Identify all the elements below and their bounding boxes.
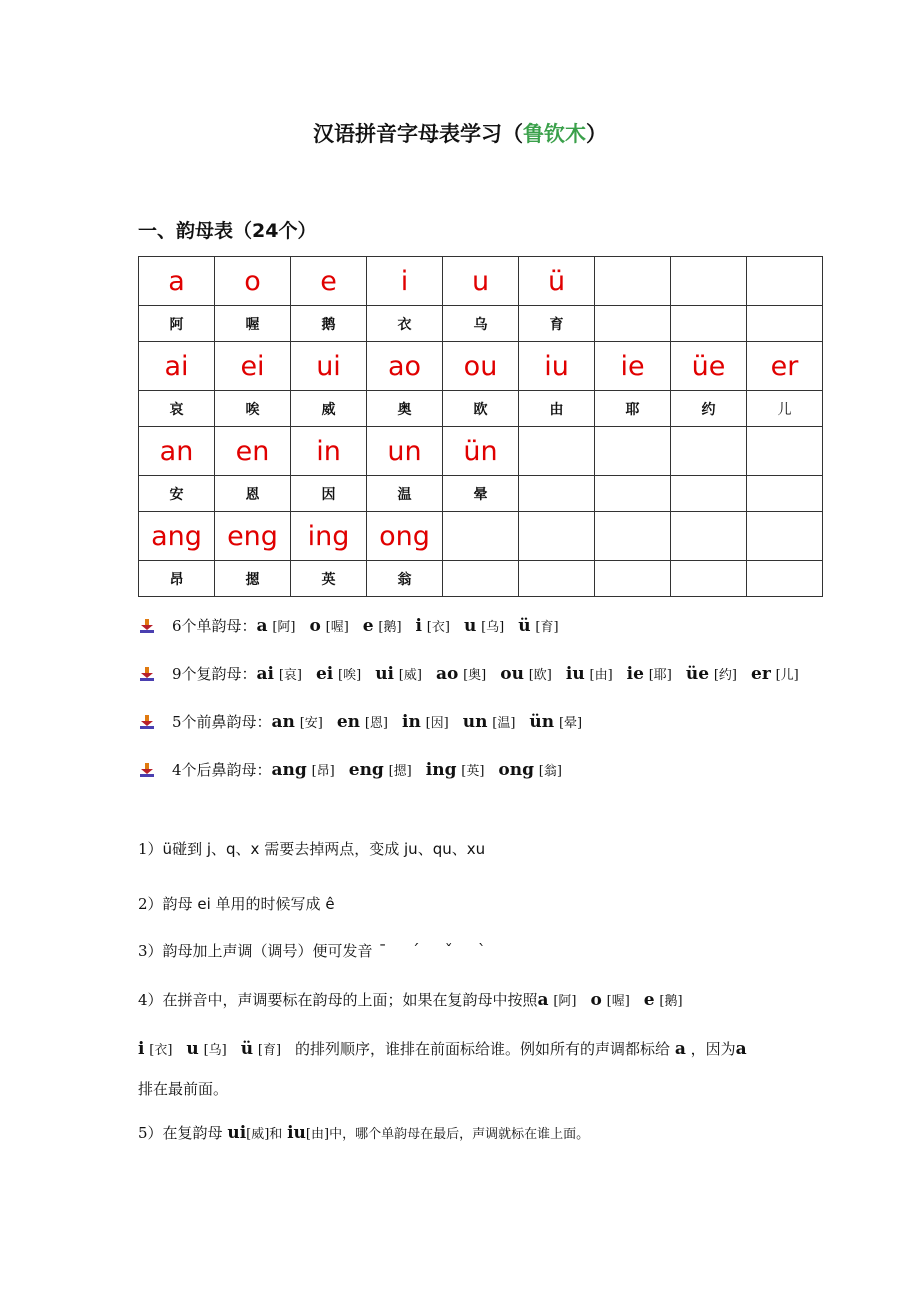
hanzi-text: [乌] <box>203 1043 227 1058</box>
title-main: 汉语拼音字母表学习（ <box>313 122 523 146</box>
pinyin-text: o <box>590 990 602 1010</box>
final-pair <box>463 708 516 738</box>
pinyin-text: ing <box>425 760 457 780</box>
pinyin-text: ei <box>315 664 334 684</box>
pinyin-text: a <box>537 990 549 1010</box>
note-1: 1）ü碰到 j、q、x 需要去掉两点，变成 ju、qu、xu <box>138 840 486 858</box>
hanzi-text: [奥] <box>463 668 487 683</box>
final-pair <box>464 612 504 642</box>
pinyin-text: a <box>256 616 268 636</box>
hanzi-text: [英] <box>461 764 485 779</box>
pinyin-text: en <box>336 712 361 732</box>
hanzi-text: [昂] <box>311 764 335 779</box>
final-letter-cell: o <box>215 257 291 306</box>
bullet-item <box>138 708 858 756</box>
final-char-cell: 欧 <box>443 391 519 427</box>
final-pair <box>591 991 630 1009</box>
final-char-cell <box>443 561 519 597</box>
final-char-cell: 英 <box>291 561 367 597</box>
final-char-cell: 阿 <box>139 306 215 342</box>
final-letter-cell: eng <box>215 512 291 561</box>
final-letter-cell: ou <box>443 342 519 391</box>
final-pair <box>686 660 737 690</box>
final-pair <box>316 660 361 690</box>
hanzi-text: [育] <box>535 620 559 635</box>
note-5: 5）在复韵母 ui[威]和 iu[由]中，哪个单韵母在最后，声调就标在谁上面。 <box>138 1123 590 1143</box>
final-char-cell: 温 <box>367 476 443 512</box>
final-pair <box>337 708 388 738</box>
final-letter-cell <box>747 427 823 476</box>
hanzi-text: [阿] <box>553 994 577 1009</box>
final-char-cell: 耶 <box>595 391 671 427</box>
final-char-cell <box>671 476 747 512</box>
pinyin-text: eng <box>348 760 384 780</box>
final-char-cell: 奥 <box>367 391 443 427</box>
pinyin-text: er <box>751 664 771 684</box>
hanzi-text: [温] <box>492 716 516 731</box>
note-4-line-1: 4）在拼音中，声调要标在韵母的上面；如果在复韵母中按照a [阿] o [喔] e [鹅] <box>138 990 683 1010</box>
pinyin-text: ou <box>500 664 524 684</box>
pinyin-text: ü <box>518 616 531 636</box>
final-char-cell: 乌 <box>443 306 519 342</box>
final-char-cell <box>747 476 823 512</box>
final-pair <box>518 612 558 642</box>
note-4-line-2: i [衣] u [乌] ü [育] 的排列顺序，谁排在前面标给谁。例如所有的声调都标给 a ，因为a <box>138 1039 747 1059</box>
table-row-chars <box>139 306 823 342</box>
document-title <box>0 118 920 148</box>
hanzi-text: [欧] <box>528 668 552 683</box>
final-letter-cell: er <box>747 342 823 391</box>
final-letter-cell <box>747 512 823 561</box>
final-char-cell: 鹅 <box>291 306 367 342</box>
final-letter-cell <box>595 512 671 561</box>
final-letter-cell: ie <box>595 342 671 391</box>
table-row-chars <box>139 561 823 597</box>
final-char-cell <box>519 476 595 512</box>
table-row-chars <box>139 391 823 427</box>
final-letter-cell <box>443 512 519 561</box>
final-char-cell: 衣 <box>367 306 443 342</box>
bullet-item <box>138 756 858 804</box>
pinyin-text: i <box>415 616 423 636</box>
final-char-cell <box>671 306 747 342</box>
final-char-cell: 安 <box>139 476 215 512</box>
table-row-letters <box>139 427 823 476</box>
note-2: 2）韵母 ei 单用的时候写成 ê <box>138 895 335 913</box>
bullet-list <box>138 612 858 804</box>
bullet-label: 9个复韵母： <box>172 665 257 683</box>
final-letter-cell: iu <box>519 342 595 391</box>
hanzi-text: [衣] <box>149 1043 173 1058</box>
pinyin-text: e <box>643 990 655 1010</box>
bullet-label: 6个单韵母： <box>172 617 257 635</box>
table-row-letters <box>139 342 823 391</box>
final-char-cell: 摁 <box>215 561 291 597</box>
final-char-cell <box>671 561 747 597</box>
pinyin-text: iu <box>565 664 585 684</box>
hanzi-text: [乌] <box>481 620 505 635</box>
final-char-cell: 约 <box>671 391 747 427</box>
pinyin-text: un <box>462 712 488 732</box>
final-pair <box>426 756 485 786</box>
bullet-arrow-icon <box>140 763 154 777</box>
final-letter-cell <box>595 427 671 476</box>
pinyin-text: üe <box>685 664 710 684</box>
pinyin-text: i <box>138 1039 145 1059</box>
final-char-cell: 因 <box>291 476 367 512</box>
hanzi-text: [衣] <box>426 620 450 635</box>
final-char-cell: 威 <box>291 391 367 427</box>
final-letter-cell: üe <box>671 342 747 391</box>
hanzi-text: [翁] <box>538 764 562 779</box>
final-pair <box>375 660 422 690</box>
hanzi-text: [鹅] <box>659 994 683 1009</box>
pinyin-text: an <box>271 712 295 732</box>
finals-table <box>138 256 823 597</box>
table-row-letters <box>139 257 823 306</box>
hanzi-text: [由] <box>589 668 613 683</box>
final-char-cell <box>747 306 823 342</box>
section-heading: 一、韵母表（24个） <box>138 220 317 242</box>
final-letter-cell: ing <box>291 512 367 561</box>
pinyin-text: in <box>401 712 421 732</box>
final-pair <box>644 991 683 1009</box>
final-pair <box>138 1040 172 1058</box>
final-letter-cell <box>671 512 747 561</box>
final-char-cell: 晕 <box>443 476 519 512</box>
table-row-chars <box>139 476 823 512</box>
final-letter-cell: ü <box>519 257 595 306</box>
hanzi-text: [威] <box>398 668 422 683</box>
pinyin-text: ui <box>375 664 395 684</box>
final-letter-cell: ai <box>139 342 215 391</box>
hanzi-text: [儿] <box>775 668 799 683</box>
final-pair <box>751 660 799 690</box>
final-letter-cell: ong <box>367 512 443 561</box>
final-pair <box>186 1040 226 1058</box>
final-char-cell: 恩 <box>215 476 291 512</box>
final-char-cell: 由 <box>519 391 595 427</box>
final-pair <box>257 612 296 642</box>
final-char-cell: 哀 <box>139 391 215 427</box>
final-letter-cell <box>519 512 595 561</box>
final-letter-cell: ei <box>215 342 291 391</box>
final-pair <box>627 660 672 690</box>
final-pair <box>310 612 349 642</box>
pinyin-text: u <box>463 616 477 636</box>
final-letter-cell: ang <box>139 512 215 561</box>
final-letter-cell <box>519 427 595 476</box>
final-pair <box>363 612 402 642</box>
hanzi-text: [晕] <box>558 716 583 731</box>
hanzi-text: [恩] <box>364 716 388 731</box>
title-author: 鲁钦木 <box>523 122 586 146</box>
hanzi-text: [喔] <box>606 994 630 1009</box>
final-char-cell: 唉 <box>215 391 291 427</box>
final-char-cell: 翁 <box>367 561 443 597</box>
final-char-cell <box>747 561 823 597</box>
final-letter-cell: in <box>291 427 367 476</box>
final-pair <box>498 756 562 786</box>
final-pair <box>272 708 323 738</box>
pinyin-text: ao <box>435 664 459 684</box>
final-pair <box>538 991 577 1009</box>
title-close: ） <box>586 122 607 146</box>
hanzi-text: [鹅] <box>378 620 402 635</box>
bullet-label: 5个前鼻韵母： <box>172 713 272 731</box>
pinyin-text: ün <box>529 712 555 732</box>
tone-marks: ˉ ˊ ˇ ˋ <box>378 941 496 960</box>
final-letter-cell <box>671 427 747 476</box>
final-char-cell: 喔 <box>215 306 291 342</box>
final-letter-cell: an <box>139 427 215 476</box>
hanzi-text: [喔] <box>325 620 349 635</box>
bullet-arrow-icon <box>140 715 154 729</box>
pinyin-text: ong <box>498 760 534 780</box>
final-letter-cell <box>747 257 823 306</box>
note-3: 3）韵母加上声调（调号）便可发音 ˉ ˊ ˇ ˋ <box>138 941 496 960</box>
bullet-arrow-icon <box>140 619 154 633</box>
final-pair <box>241 1040 281 1058</box>
final-pair <box>349 756 412 786</box>
final-letter-cell <box>671 257 747 306</box>
table-row-letters <box>139 512 823 561</box>
final-letter-cell: en <box>215 427 291 476</box>
final-pair <box>500 660 552 690</box>
final-letter-cell: ui <box>291 342 367 391</box>
hanzi-text: [约] <box>713 668 737 683</box>
pinyin-text: ai <box>256 664 275 684</box>
bullet-arrow-icon <box>140 667 154 681</box>
final-letter-cell: u <box>443 257 519 306</box>
final-letter-cell: un <box>367 427 443 476</box>
hanzi-text: [育] <box>257 1043 282 1058</box>
pinyin-text: o <box>309 616 321 636</box>
pinyin-text: ü <box>240 1039 254 1059</box>
pinyin-text: e <box>362 616 374 636</box>
final-letter-cell: ün <box>443 427 519 476</box>
final-char-cell <box>595 561 671 597</box>
pinyin-text: ang <box>271 760 307 780</box>
final-char-cell <box>519 561 595 597</box>
final-pair <box>529 708 582 738</box>
pinyin-text: u <box>186 1039 199 1059</box>
final-letter-cell: i <box>367 257 443 306</box>
hanzi-text: [因] <box>425 716 449 731</box>
final-char-cell: 昂 <box>139 561 215 597</box>
final-letter-cell <box>595 257 671 306</box>
final-letter-cell: e <box>291 257 367 306</box>
hanzi-text: [唉] <box>338 668 362 683</box>
hanzi-text: [安] <box>299 716 323 731</box>
final-pair <box>272 756 335 786</box>
hanzi-text: [哀] <box>278 668 302 683</box>
hanzi-text: [阿] <box>272 620 296 635</box>
hanzi-text: [耶] <box>648 668 672 683</box>
hanzi-text: [摁] <box>388 764 412 779</box>
final-char-cell: 儿 <box>747 391 823 427</box>
final-pair <box>402 708 449 738</box>
final-letter-cell: a <box>139 257 215 306</box>
final-pair <box>257 660 302 690</box>
bullet-item <box>138 660 858 708</box>
final-pair <box>566 660 613 690</box>
final-char-cell: 育 <box>519 306 595 342</box>
final-char-cell <box>595 476 671 512</box>
final-pair <box>416 612 450 642</box>
pinyin-text: ie <box>626 664 644 684</box>
bullet-item <box>138 612 858 660</box>
note-4-line-3: 排在最前面。 <box>138 1080 229 1098</box>
final-pair <box>436 660 486 690</box>
bullet-label: 4个后鼻韵母： <box>172 761 272 779</box>
final-letter-cell: ao <box>367 342 443 391</box>
final-char-cell <box>595 306 671 342</box>
